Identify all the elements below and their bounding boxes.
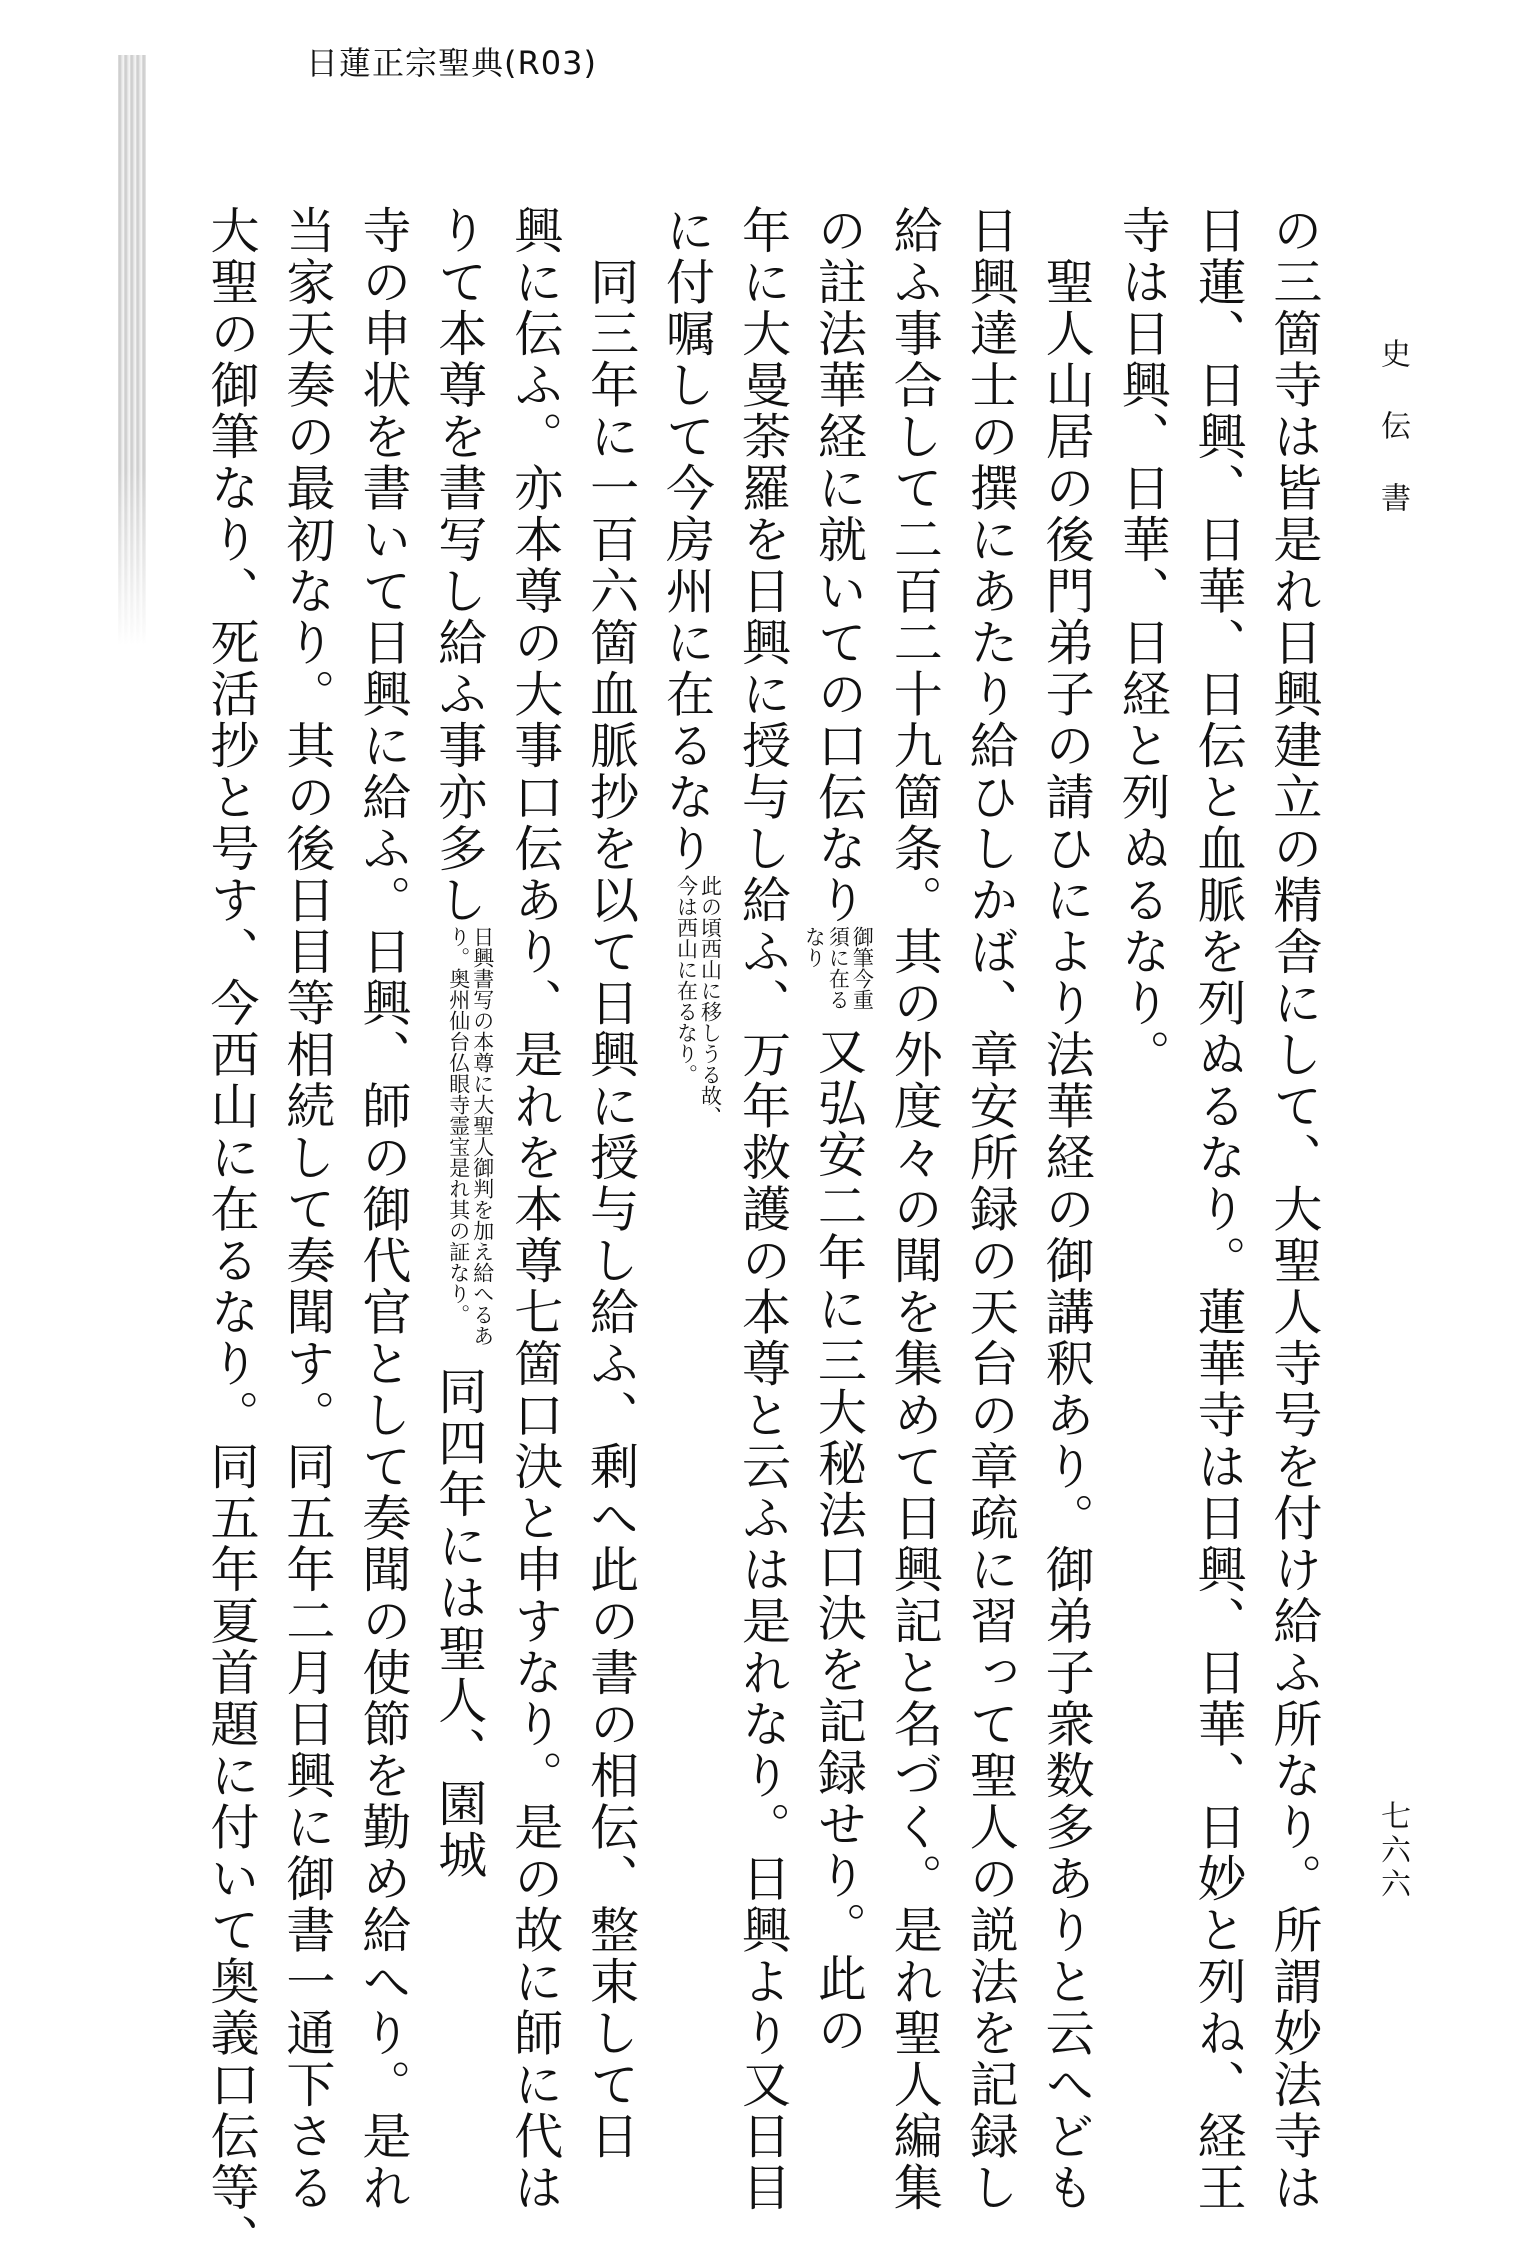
text-columns — [195, 205, 1330, 2265]
column-text: 給ふ事合して二百二十九箇条。其の外度々の聞を集めて日興記と名づく。是れ聖人編集 — [886, 205, 944, 2214]
column-text: 当家天奏の最初なり。其の後日目等相続して奏聞す。同五年二月日興に御書一通下さる — [278, 205, 336, 2214]
column-text: 同四年には聖人、園城 — [430, 1366, 488, 1881]
column-text: 年に大曼荼羅を日興に授与し給ふ、万年救護の本尊と云ふは是れなり。日興より又日目 — [734, 205, 792, 2214]
interlinear-note: 御筆今重須に在るなり — [802, 926, 875, 1010]
column-text: に付嘱して今房州に在るなり — [658, 205, 716, 875]
scan-shadow-edge — [118, 55, 146, 645]
text-column — [195, 205, 267, 2265]
text-column — [726, 205, 798, 2214]
text-column — [1182, 205, 1254, 2214]
interlinear-note: 此の頃西山に移しうる故、今は西山に在るなり。 — [674, 874, 723, 1127]
column-text: 日蓮、日興、日華、日伝と血脈を列ぬるなり。蓮華寺は日興、日華、日妙と列ね、経王 — [1189, 205, 1247, 2214]
column-text: 同三年に一百六箇血脈抄を以て日興に授与し給ふ、剰へ此の書の相伝、整束して日 — [582, 205, 640, 2162]
column-text: 聖人山居の後門弟子の請ひにより法華経の御講釈あり。御弟子衆数多ありと云へども — [1038, 205, 1096, 2214]
text-column — [878, 205, 950, 2214]
interlinear-note: 日興書写の本尊に大聖人御判を加え給へるあり。奥州仙台仏眼寺霊宝是れ其の証なり。 — [446, 926, 495, 1346]
column-text: の三箇寺は皆是れ日興建立の精舎にして、大聖人寺号を付け給ふ所なり。所謂妙法寺は — [1265, 205, 1323, 2214]
text-column — [1106, 205, 1178, 2095]
text-column — [1258, 205, 1330, 2214]
text-column — [423, 205, 495, 2095]
running-title: 史伝書 — [1375, 338, 1410, 554]
page-header-title: 日蓮正宗聖典(R03) — [306, 44, 597, 82]
text-column — [347, 205, 419, 2214]
text-column — [499, 205, 571, 2214]
column-text: 興に伝ふ。亦本尊の大事口伝あり、是れを本尊七箇口決と申すなり。是の故に師に代は — [506, 205, 564, 2214]
text-column — [1030, 205, 1102, 2214]
column-text: りて本尊を書写し給ふ事亦多し — [430, 205, 488, 926]
column-text: 寺の申状を書いて日興に給ふ。日興、師の御代官として奏聞の使節を勤め給へり。是れ — [354, 205, 412, 2214]
page-number: 七六六 — [1375, 1800, 1410, 1902]
column-text: 大聖の御筆なり、死活抄と号す、今西山に在るなり。同五年夏首題に付いて奥義口伝等、 — [203, 205, 260, 2265]
text-column — [575, 205, 647, 2162]
column-text: 又弘安二年に三大秘法口決を記録せり。此の — [810, 1026, 868, 2056]
column-text: の註法華経に就いての口伝なり — [810, 205, 868, 926]
text-column — [954, 205, 1026, 2214]
column-text: 寺は日興、日華、日経と列ぬるなり。 — [1114, 205, 1172, 1081]
text-column — [651, 205, 723, 2095]
column-text: 日興達士の撰にあたり給ひしかば、章安所録の天台の章疏に習って聖人の説法を記録し — [962, 205, 1020, 2214]
text-column — [802, 205, 874, 2095]
text-column — [271, 205, 343, 2214]
